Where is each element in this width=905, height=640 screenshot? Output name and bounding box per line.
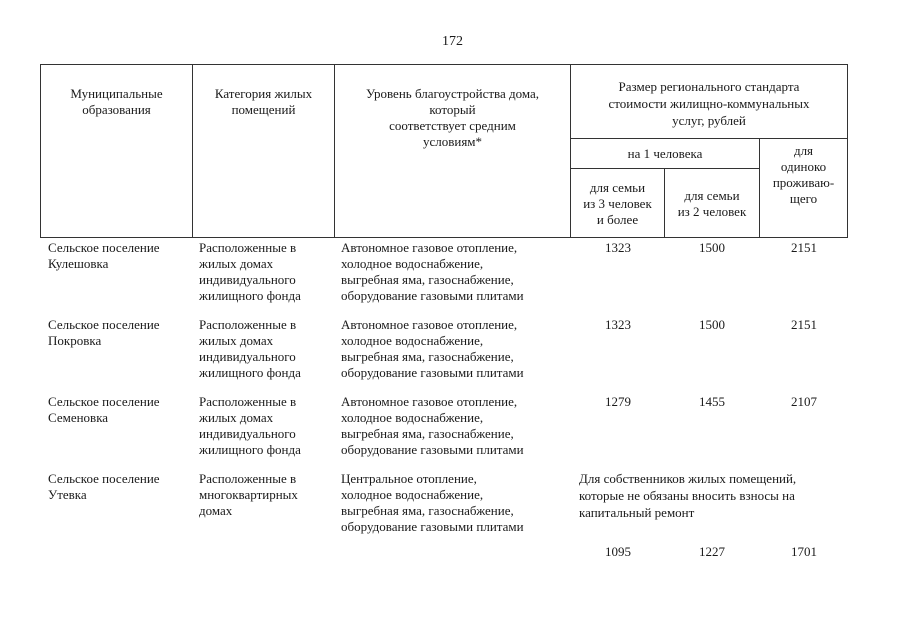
value-single: 2107 bbox=[791, 394, 817, 409]
header-per-person: на 1 человека bbox=[627, 146, 703, 161]
value-family2: 1227 bbox=[699, 544, 725, 559]
row-category: Расположенные в многоквартирных домах bbox=[199, 471, 298, 518]
header-standard: Размер регионального стандарта стоимости жилищно-коммунальных услуг, рублей bbox=[608, 79, 810, 128]
row-level: Центральное отопление, холодное водоснабжение, выгребная яма, газоснабжение, оборудование газовыми плитами bbox=[341, 471, 524, 534]
row-municipality: Сельское поселение Покровка bbox=[48, 317, 160, 348]
row-category: Расположенные в жилых домах индивидуального жилищного фонда bbox=[199, 317, 301, 380]
row-category: Расположенные в жилых домах индивидуального жилищного фонда bbox=[199, 240, 301, 303]
value-family3: 1323 bbox=[605, 317, 631, 332]
value-single: 2151 bbox=[791, 240, 817, 255]
value-family2: 1500 bbox=[699, 317, 725, 332]
value-single: 2151 bbox=[791, 317, 817, 332]
header-single: для одиноко проживаю- щего bbox=[772, 143, 835, 206]
page-number: 172 bbox=[442, 34, 463, 49]
row-municipality: Сельское поселение Семеновка bbox=[48, 394, 160, 425]
row-municipality: Сельское поселение Кулешовка bbox=[48, 240, 160, 271]
row-level: Автономное газовое отопление, холодное водоснабжение, выгребная яма, газоснабжение, оборудование газовыми плитами bbox=[341, 240, 524, 303]
row-level: Автономное газовое отопление, холодное водоснабжение, выгребная яма, газоснабжение, оборудование газовыми плитами bbox=[341, 394, 524, 457]
header-category: Категория жилых помещений bbox=[214, 86, 313, 117]
value-family3: 1323 bbox=[605, 240, 631, 255]
header-family2: для семьи из 2 человек bbox=[677, 188, 747, 219]
row-note: Для собственников жилых помещений, которые не обязаны вносить взносы на капитальный ремонт bbox=[579, 471, 797, 520]
header-municipality: Муниципальные образования bbox=[70, 86, 163, 117]
value-family2: 1500 bbox=[699, 240, 725, 255]
value-family2: 1455 bbox=[699, 394, 725, 409]
row-category: Расположенные в жилых домах индивидуального жилищного фонда bbox=[199, 394, 301, 457]
header-level: Уровень благоустройства дома, который соответствует средним условиям* bbox=[365, 86, 540, 149]
value-single: 1701 bbox=[791, 544, 817, 559]
value-family3: 1095 bbox=[605, 544, 631, 559]
value-family3: 1279 bbox=[605, 394, 631, 409]
row-level: Автономное газовое отопление, холодное водоснабжение, выгребная яма, газоснабжение, оборудование газовыми плитами bbox=[341, 317, 524, 380]
header-family3: для семьи из 3 человек и более bbox=[583, 180, 652, 227]
row-municipality: Сельское поселение Утевка bbox=[48, 471, 160, 502]
